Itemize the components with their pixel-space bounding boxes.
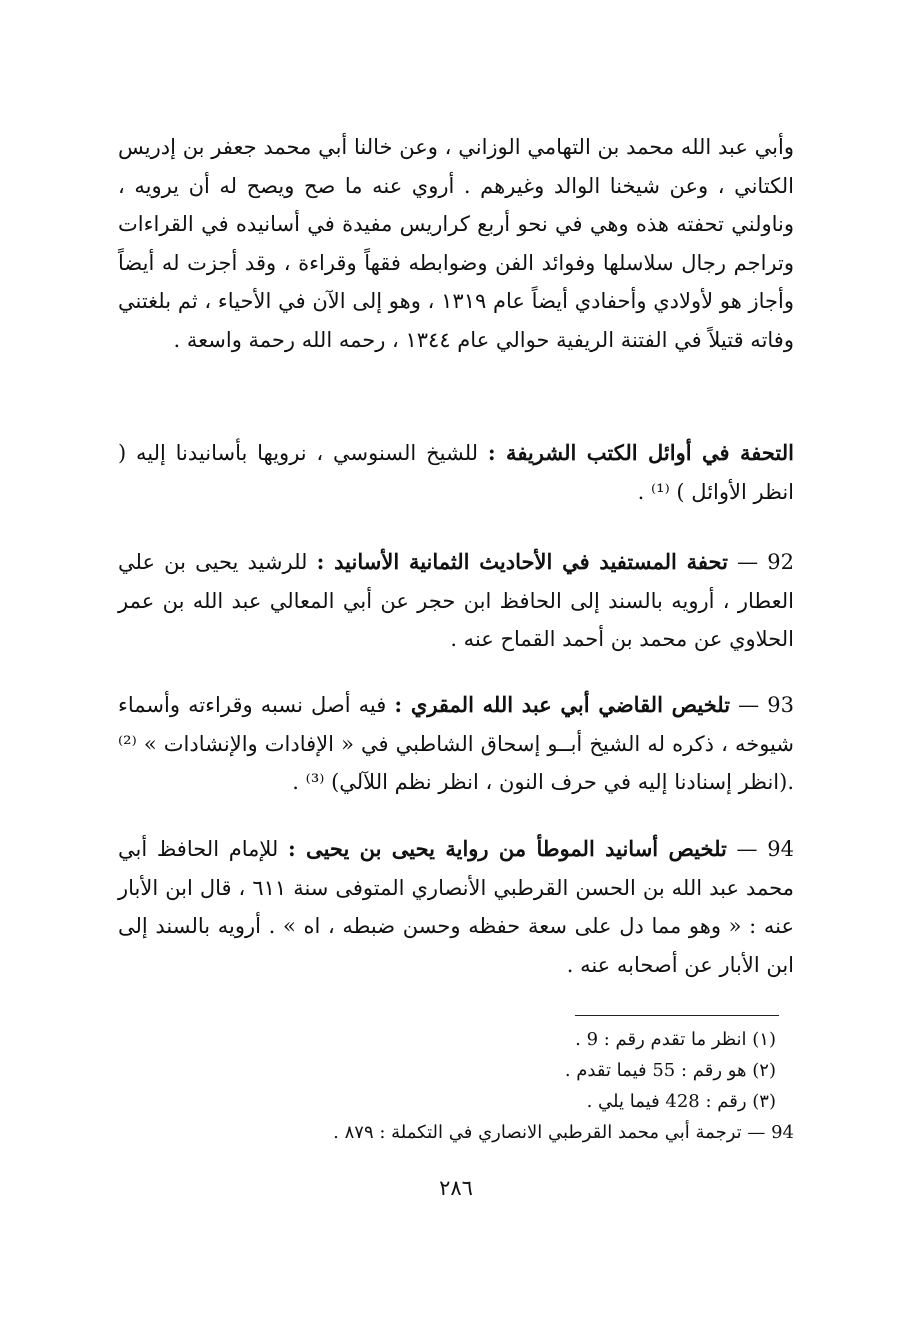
entry-94 — [118, 830, 794, 984]
entry-title: تحفة المستفيد في الأحاديث الثمانية الأسانيد : — [316, 549, 728, 574]
entry-title: التحفة في أوائل الكتب الشريفة : — [487, 440, 794, 465]
entry-body: فيه أصل نسبه وقراءته وأسماء شيوخه ، ذكره له الشيخ أبــو إسحاق الشاطبي في « الإفادات والإنشادات » ⁽²⁾ .(انظر إسنادنا إليه في حرف النون ، انظر نظم اللآلي) ⁽³⁾ . — [118, 693, 794, 794]
entry-number: 93 — — [730, 693, 794, 717]
entry-93 — [118, 686, 794, 802]
footnote-2: (٢) هو رقم : 55 فيما تقدم . — [564, 1060, 776, 1081]
entry-number: 94 — — [726, 837, 794, 861]
entry-92 — [118, 543, 794, 659]
entry-title: تلخيص القاضي أبي عبد الله المقري : — [394, 692, 731, 717]
footnotes — [118, 1024, 794, 1148]
footnote-divider — [575, 1015, 779, 1016]
entry-number: 92 — — [727, 550, 794, 574]
page-number: ٢٨٦ — [439, 1176, 473, 1200]
entry-body: للرشيد يحيى بن علي العطار ، أرويه بالسند إلى الحافظ ابن حجر عن أبي المعالي عبد الله بن عمر الحلاوي عن محمد بن أحمد القماح عنه . — [118, 550, 794, 651]
entry-title: تلخيص أسانيد الموطأ من رواية يحيى بن يحيى : — [287, 836, 727, 861]
footnote-3: (٣) رقم : 428 فيما يلي . — [586, 1091, 776, 1112]
entry-body: للشيخ السنوسي ، نرويها بأسانيدنا إليه ( انظر الأوائل ) ⁽¹⁾ . — [118, 441, 794, 504]
paragraph-continuation: وأبي عبد الله محمد بن التهامي الوزاني ، وعن خالنا أبي محمد جعفر بن إدريس الكتاني ، وعن شيخنا الوالد وغيرهم . أروي عنه ما صح ويصح له أن يرويه ، وناولني تحفته هذه وهي في نحو أربع كراريس مفيدة في أسانيده في القراءات وتراجم رجال سلاسلها وفوائد الفن وضوابطه فقهاً وقراءة ، وقد أجزت له أيضاً وأجاز هو لأولادي وأحفادي أيضاً عام ١٣١٩ ، وهو إلى الآن في الأحياء ، ثم بلغتني وفاته قتيلاً في الفتنة الريفية حوالي عام ١٣٤٤ ، رحمه الله رحمة واسعة . — [118, 135, 794, 352]
footnote-1: (١) انظر ما تقدم رقم : 9 . — [575, 1029, 776, 1050]
entry-tuhfa-awail — [118, 434, 794, 511]
entry-body: للإمام الحافظ أبي محمد عبد الله بن الحسن القرطبي الأنصاري المتوفى سنة ٦١١ ، قال ابن الأبار عنه : « وهو مما دل على سعة حفظه وحسن ضبطه ، اه » . أرويه بالسند إلى ابن الأبار عن أصحابه عنه . — [118, 837, 794, 977]
footnote-entry-94: 94 — ترجمة أبي محمد القرطبي الانصاري في التكملة : ٨٧٩ . — [333, 1122, 794, 1143]
